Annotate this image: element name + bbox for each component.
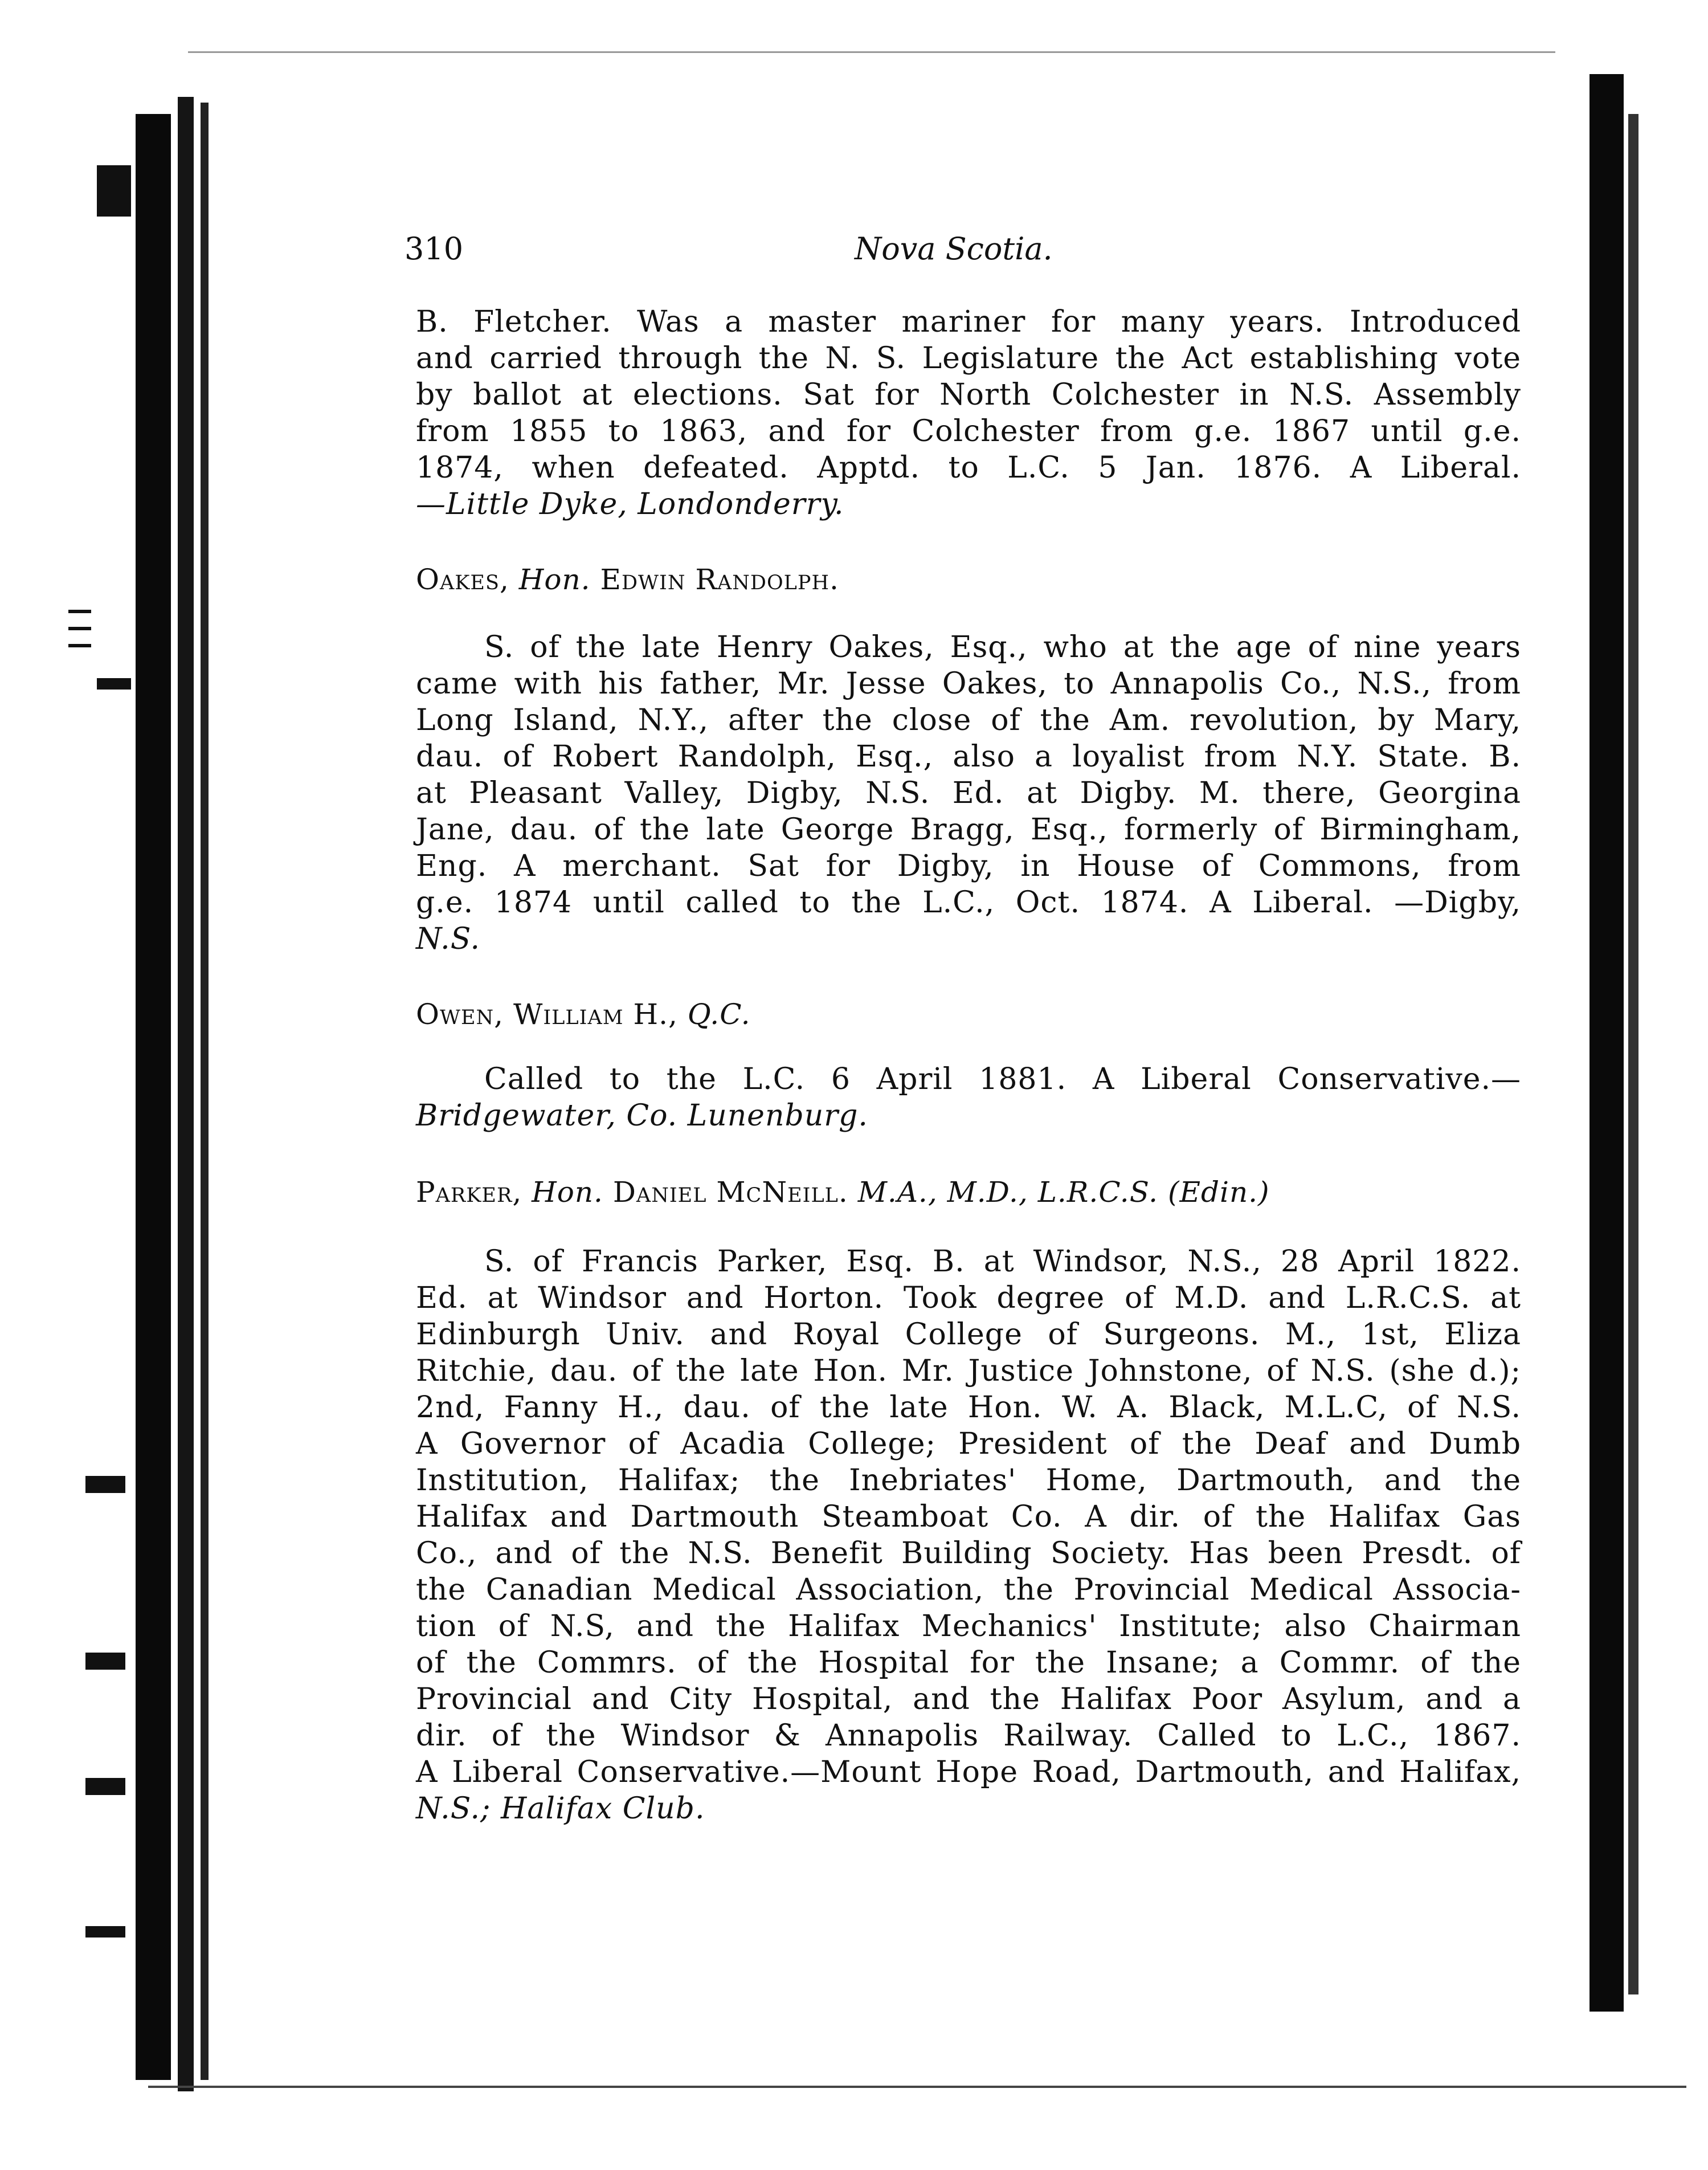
text-line: B. Fletcher. Was a master mariner for many years. Introduced (416, 305, 1521, 339)
text-line: S. of Francis Parker, Esq. B. at Windsor, N.S., 28 April 1822. (484, 1245, 1521, 1279)
text-line: S. of the late Henry Oakes, Esq., who at the age of nine years (484, 630, 1521, 664)
text-line: Jane, dau. of the late George Bragg, Esq., formerly of Birmingham, (416, 813, 1521, 847)
scan-mark (85, 1653, 125, 1670)
scan-mark (68, 627, 91, 630)
scan-mark (85, 1926, 125, 1938)
text-line: tion of N.S, and the Halifax Mechanics' Institute; also Chairman (416, 1609, 1521, 1643)
binding-shadow-right-edge (1628, 114, 1638, 1994)
text-line: —Little Dyke, Londonderry. (416, 487, 844, 521)
text-line: Eng. A merchant. Sat for Digby, in House of Commons, from (416, 849, 1521, 883)
binding-shadow-left-edge (201, 103, 209, 2080)
entry-heading-parker (416, 1174, 1521, 1210)
entry-heading-oakes (416, 561, 1521, 598)
text-line: Edinburgh Univ. and Royal College of Surgeons. M., 1st, Eliza (416, 1318, 1521, 1352)
entry-surname: Oakes, (416, 563, 509, 596)
binding-shadow-left-inner (178, 97, 194, 2091)
text-line: came with his father, Mr. Jesse Oakes, to Annapolis Co., N.S., from (416, 667, 1521, 701)
entry-title: Hon. (532, 1176, 603, 1209)
scan-mark (85, 1778, 125, 1795)
text-line: A Liberal Conservative.—Mount Hope Road, Dartmouth, and Halifax, (416, 1755, 1521, 1789)
text-line: Long Island, N.Y., after the close of the Am. revolution, by Mary, (416, 703, 1521, 737)
text-line: g.e. 1874 until called to the L.C., Oct. 1874. A Liberal. —Digby, (416, 886, 1521, 920)
text-line: by ballot at elections. Sat for North Colchester in N.S. Assembly (416, 378, 1521, 412)
entry-title: Hon. (518, 563, 591, 596)
entry-given-name: William H., (513, 998, 678, 1031)
text-line: and carried through the N. S. Legislature the Act establishing vote (416, 341, 1521, 376)
scan-mark (97, 678, 131, 690)
entry-given-name: Daniel McNeill. (612, 1176, 848, 1209)
text-line: Institution, Halifax; the Inebriates' Home, Dartmouth, and the (416, 1463, 1521, 1498)
page-top-edge (188, 51, 1555, 53)
text-line: at Pleasant Valley, Digby, N.S. Ed. at Digby. M. there, Georgina (416, 776, 1521, 810)
text-line: Halifax and Dartmouth Steamboat Co. A dir. of the Halifax Gas (416, 1500, 1521, 1534)
text-line: 1874, when defeated. Apptd. to L.C. 5 Jan. 1876. A Liberal. (416, 451, 1521, 485)
text-line: Called to the L.C. 6 April 1881. A Liberal Conservative.— (484, 1062, 1521, 1096)
text-line: Ritchie, dau. of the late Hon. Mr. Justice Johnstone, of N.S. (she d.); (416, 1354, 1521, 1388)
entry-given-name: Edwin Randolph. (600, 563, 839, 596)
text-line: Provincial and City Hospital, and the Halifax Poor Asylum, and a (416, 1682, 1521, 1716)
text-line: Bridgewater, Co. Lunenburg. (416, 1099, 868, 1133)
entry-surname: Parker, (416, 1176, 522, 1209)
text-line: 2nd, Fanny H., dau. of the late Hon. W. A. Black, M.L.C, of N.S. (416, 1390, 1521, 1425)
text-line: of the Commrs. of the Hospital for the Insane; a Commr. of the (416, 1646, 1521, 1680)
binding-shadow-left (136, 114, 171, 2080)
text-line: dir. of the Windsor & Annapolis Railway. Called to L.C., 1867. (416, 1719, 1521, 1753)
entry-suffix: M.A., M.D., L.R.C.S. (Edin.) (857, 1176, 1270, 1209)
text-line: Co., and of the N.S. Benefit Building Society. Has been Presdt. of (416, 1536, 1521, 1571)
text-line: the Canadian Medical Association, the Provincial Medical Associa- (416, 1573, 1521, 1607)
text-line: dau. of Robert Randolph, Esq., also a loyalist from N.Y. State. B. (416, 740, 1521, 774)
scan-mark (97, 165, 131, 217)
scan-mark (85, 1476, 125, 1493)
page-bottom-edge (148, 2086, 1686, 2088)
entry-suffix: Q.C. (687, 998, 751, 1031)
scan-mark (68, 610, 91, 613)
entry-surname: Owen, (416, 998, 504, 1031)
text-line: N.S. (416, 922, 481, 956)
text-line: A Governor of Acadia College; President of the Deaf and Dumb (416, 1427, 1521, 1461)
running-title: Nova Scotia. (855, 231, 1053, 267)
text-line: from 1855 to 1863, and for Colchester from g.e. 1867 until g.e. (416, 414, 1521, 448)
entry-heading-owen (416, 996, 1521, 1033)
page-number: 310 (404, 231, 464, 267)
scan-mark (68, 644, 91, 647)
text-line: Ed. at Windsor and Horton. Took degree of M.D. and L.R.C.S. at (416, 1281, 1521, 1315)
text-line: N.S.; Halifax Club. (416, 1792, 705, 1826)
binding-shadow-right (1589, 74, 1624, 2012)
